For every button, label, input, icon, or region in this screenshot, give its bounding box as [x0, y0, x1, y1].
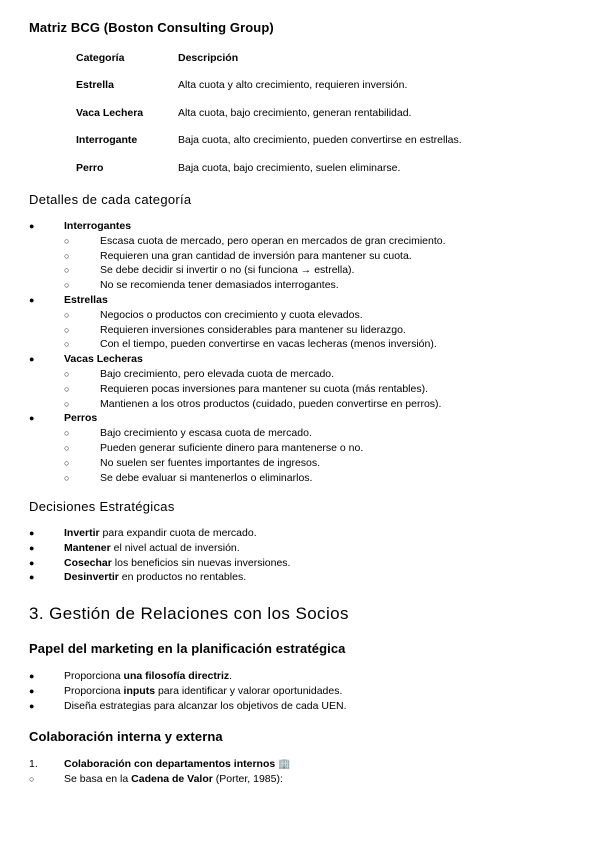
list-item-text: Diseña estrategias para alcanzar los objetivos de cada UEN. [64, 699, 347, 712]
table-row [70, 127, 462, 155]
list-item-text: Con el tiempo, pueden convertirse en vacas lecheras (menos inversión). [100, 338, 437, 351]
list-item-text: Bajo crecimiento, pero elevada cuota de mercado. [100, 367, 335, 380]
decision-keyword: Cosechar [64, 556, 112, 569]
office-building-icon: 🏢 [278, 759, 291, 770]
list-item [0, 441, 600, 456]
hollow-bullet-icon: ○ [64, 442, 70, 453]
list-item [0, 278, 600, 293]
heading-bcg-matrix: Matriz BCG (Boston Consulting Group) [29, 20, 274, 35]
list-item [0, 699, 600, 714]
bullet-icon: ● [29, 221, 35, 231]
bullet-icon: ● [29, 542, 35, 553]
list-item-text: Se debe decidir si invertir o no (si funciona → estrella). [100, 264, 355, 277]
table-row [70, 99, 462, 127]
marketing-role-list [0, 669, 600, 713]
list-item-text: No suelen ser fuentes importantes de ingresos. [100, 456, 321, 469]
heading-marketing-role: Papel del marketing en la planificación estratégica [29, 641, 346, 656]
hollow-bullet-icon: ○ [64, 428, 70, 439]
emphasis-text: Cadena de Valor [131, 772, 213, 785]
list-item-text: Proporciona [64, 670, 124, 682]
hollow-bullet-icon: ○ [64, 383, 70, 394]
list-item [0, 263, 600, 278]
group-label: Vacas Lecheras [64, 353, 143, 366]
list-item [0, 249, 600, 264]
list-item [0, 556, 600, 571]
list-item [0, 367, 600, 382]
list-item-text: Requieren pocas inversiones para mantener su cuota (más rentables). [100, 382, 429, 395]
list-item-text: Se debe evaluar si mantenerlos o eliminarlos. [100, 471, 313, 484]
list-item-text: Mantienen a los otros productos (cuidado, pueden convertirse en perros). [100, 397, 442, 410]
numbered-list-item [0, 757, 600, 772]
hollow-bullet-icon: ○ [64, 457, 70, 468]
hollow-bullet-icon: ○ [64, 398, 70, 409]
description-cell: Alta cuota y alto crecimiento, requieren inversión. [178, 79, 408, 92]
bullet-icon: ● [29, 685, 35, 696]
bullet-icon: ● [29, 700, 35, 711]
hollow-bullet-icon: ○ [64, 265, 70, 276]
bullet-icon: ● [29, 413, 35, 424]
list-item [0, 541, 600, 556]
heading-collaboration: Colaboración interna y externa [29, 729, 223, 744]
list-item [0, 352, 600, 367]
list-item-text: No se recomienda tener demasiados interrogantes. [100, 279, 339, 292]
list-item-text: Pueden generar suficiente dinero para mantenerse o no. [100, 441, 364, 454]
list-item-text: para identificar y valorar oportunidades. [155, 684, 343, 697]
hollow-bullet-icon: ○ [64, 339, 70, 350]
emphasis-text: una filosofía directriz [123, 670, 230, 682]
list-item [0, 772, 600, 787]
table-row [70, 72, 462, 100]
list-item [0, 293, 600, 308]
list-item-text: . [229, 670, 233, 682]
list-item-text: Requieren una gran cantidad de inversión para mantener su cuota. [100, 249, 412, 262]
category-cell: Interrogante [76, 134, 138, 147]
list-item [0, 684, 600, 699]
list-item-text: (Porter, 1985): [212, 772, 283, 785]
bcg-table-header-row [70, 44, 462, 72]
list-item [0, 337, 600, 352]
bullet-icon: ● [29, 528, 35, 538]
bullet-icon: ● [29, 294, 35, 305]
list-item [0, 669, 600, 684]
list-item-text: Negocios o productos con crecimiento y cuota elevados. [100, 308, 363, 321]
hollow-bullet-icon: ○ [29, 773, 35, 784]
list-item [0, 411, 600, 426]
heading-strategic-decisions: Decisiones Estratégicas [29, 499, 175, 514]
description-cell: Baja cuota, alto crecimiento, pueden convertirse en estrellas. [178, 134, 462, 147]
emphasis-text: inputs [123, 684, 156, 697]
column-header-category: Categoría [76, 51, 125, 64]
decision-text: en productos no rentables. [118, 571, 247, 584]
list-item [0, 426, 600, 441]
list-item-text: Se basa en la [64, 772, 132, 785]
list-item [0, 308, 600, 323]
list-item [0, 526, 600, 541]
group-label: Perros [64, 412, 98, 425]
table-row [70, 154, 462, 182]
heading-category-details: Detalles de cada categoría [29, 192, 192, 207]
heading-section-3: 3. Gestión de Relaciones con los Socios [29, 604, 349, 623]
list-item [0, 234, 600, 249]
list-number: 1. [29, 758, 38, 770]
list-item-text: Escasa cuota de mercado, pero operan en mercados de gran crecimiento. [100, 234, 446, 247]
list-item-text: Bajo crecimiento y escasa cuota de mercado. [100, 427, 312, 440]
strategic-decisions-list [0, 526, 600, 585]
decision-text: los beneficios sin nuevas inversiones. [111, 556, 291, 569]
hollow-bullet-icon: ○ [64, 309, 70, 320]
list-item [0, 323, 600, 338]
bcg-table [70, 44, 462, 182]
decision-keyword: Mantener [64, 541, 111, 554]
decision-keyword: Desinvertir [64, 571, 119, 584]
bullet-icon: ● [29, 671, 35, 681]
category-cell: Perro [76, 161, 104, 174]
column-header-description: Descripción [178, 51, 239, 64]
bullet-icon: ● [29, 557, 35, 568]
decision-text: el nivel actual de inversión. [110, 541, 240, 554]
bullet-icon: ● [29, 572, 35, 583]
description-cell: Baja cuota, bajo crecimiento, suelen eliminarse. [178, 161, 401, 174]
list-item [0, 456, 600, 471]
list-item-text: Proporciona [64, 684, 124, 697]
emphasis-text: Colaboración con departamentos internos [64, 758, 276, 770]
bullet-icon: ● [29, 354, 35, 365]
hollow-bullet-icon: ○ [64, 280, 70, 291]
hollow-bullet-icon: ○ [64, 324, 70, 335]
category-cell: Vaca Lechera [76, 106, 144, 119]
collaboration-list [0, 757, 600, 787]
hollow-bullet-icon: ○ [64, 368, 70, 379]
list-item [0, 382, 600, 397]
category-cell: Estrella [76, 79, 114, 92]
list-item [0, 570, 600, 585]
list-item [0, 219, 600, 234]
list-item [0, 471, 600, 486]
group-label: Estrellas [64, 293, 108, 306]
list-item [0, 397, 600, 412]
hollow-bullet-icon: ○ [64, 235, 70, 246]
description-cell: Alta cuota, bajo crecimiento, generan rentabilidad. [178, 106, 412, 119]
list-item-text: Requieren inversiones considerables para mantener su liderazgo. [100, 323, 406, 336]
hollow-bullet-icon: ○ [64, 472, 70, 483]
hollow-bullet-icon: ○ [64, 250, 70, 261]
decision-keyword: Invertir [64, 527, 100, 539]
decision-text: para expandir cuota de mercado. [99, 527, 257, 539]
category-details-list [0, 219, 600, 485]
group-label: Interrogantes [64, 220, 132, 232]
